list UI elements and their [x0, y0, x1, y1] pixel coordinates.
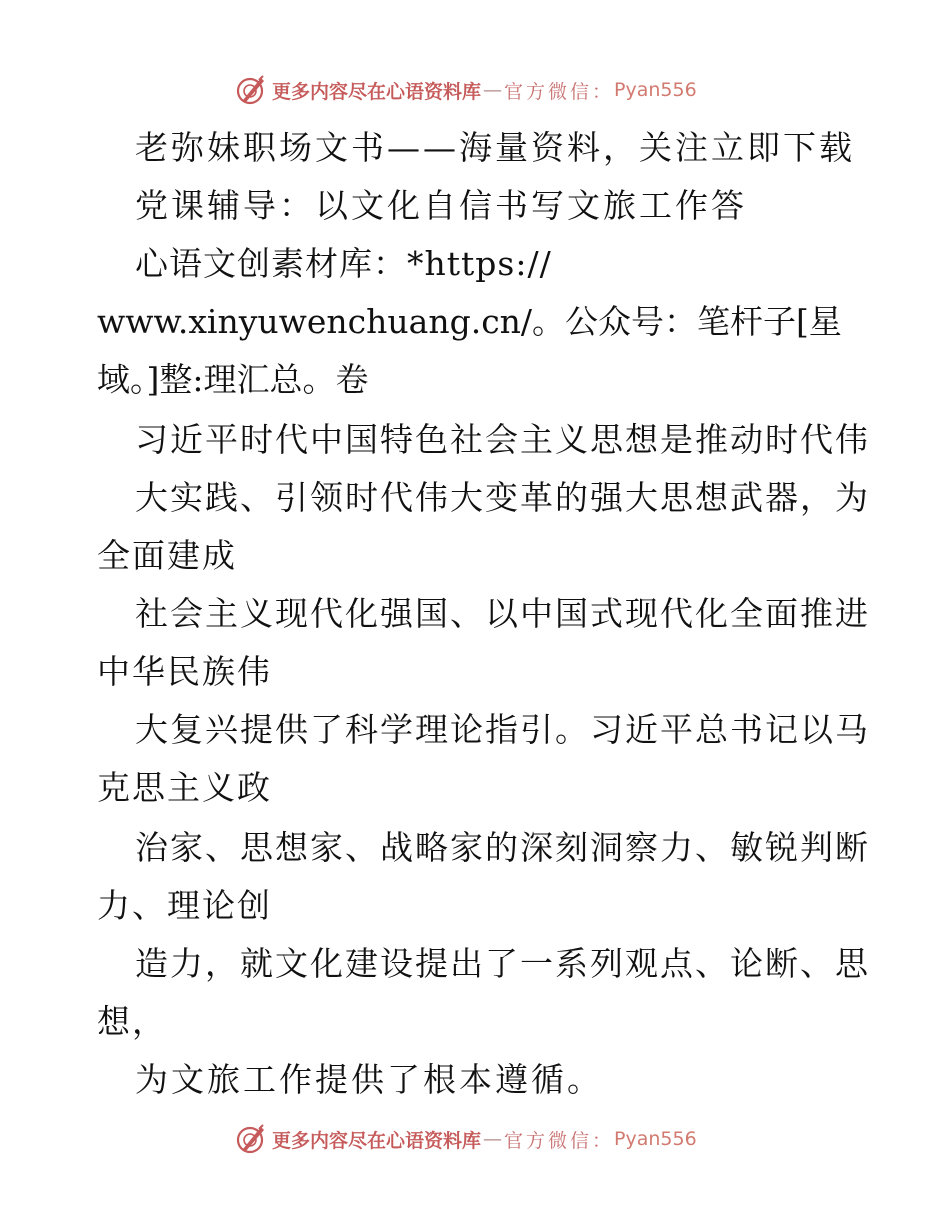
doc-line: 大实践、引领时代伟大变革的强大思想武器，为 — [135, 478, 870, 517]
watermark-wechat-id: Pyan556 — [614, 1128, 697, 1150]
watermark-brand: 更多内容尽在心语资料库 — [272, 80, 482, 103]
watermark-separator: — — [483, 79, 503, 101]
doc-line: 社会主义现代化强国、以中国式现代化全面推进 — [135, 594, 870, 633]
pen-circle-logo-icon — [235, 74, 267, 106]
watermark-wechat-id: Pyan556 — [614, 79, 697, 101]
doc-line: 习近平时代中国特色社会主义思想是推动时代伟 — [135, 420, 870, 459]
doc-line: 心语文创素材库：*https:// — [135, 244, 552, 283]
doc-line: 中华民族伟 — [97, 652, 272, 691]
doc-title-line: 党课辅导：以文化自信书写文旅工作答 — [135, 186, 747, 225]
pen-circle-logo-icon — [235, 1123, 267, 1155]
doc-line: 大复兴提供了科学理论指引。习近平总书记以马 — [135, 710, 870, 749]
doc-line: 造力，就文化建设提出了一系列观点、论断、思 — [135, 944, 870, 983]
doc-line: 克思主义政 — [97, 768, 272, 807]
watermark-label: 官方微信： — [504, 1129, 615, 1152]
watermark-brand: 更多内容尽在心语资料库 — [272, 1129, 482, 1152]
doc-line: 全面建成 — [97, 536, 237, 575]
doc-line: 老弥妹职场文书——海量资料，关注立即下载 — [135, 128, 855, 167]
header-watermark — [235, 72, 697, 108]
doc-line: 为文旅工作提供了根本遵循。 — [135, 1060, 603, 1099]
footer-watermark — [235, 1121, 697, 1157]
doc-line: 想， — [97, 1002, 167, 1041]
watermark-label: 官方微信： — [504, 80, 615, 103]
doc-line: www.xinyuwenchuang.cn/。公众号：笔杆子[星 — [97, 302, 842, 341]
doc-line: 域。]整:理汇总。卷 — [97, 360, 369, 399]
doc-line: 治家、思想家、战略家的深刻洞察力、敏锐判断 — [135, 828, 870, 867]
doc-line: 力、理论创 — [97, 886, 272, 925]
watermark-separator: — — [483, 1128, 503, 1150]
